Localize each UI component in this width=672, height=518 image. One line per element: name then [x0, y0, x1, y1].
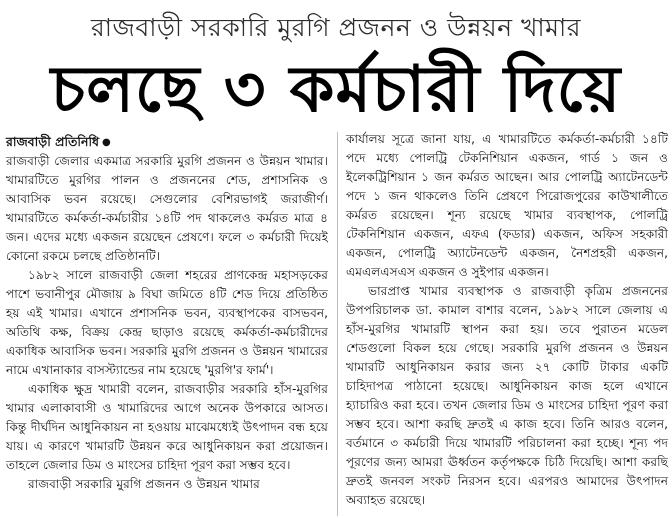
left-paragraph-2: ১৯৮২ সালে রাজবাড়ী জেলা শহরের প্রাণকেন্দ্র মহাসড়কের পাশে ভবানীপুর মৌজায় ৯ বিঘা জমিতে ৪টি শেড দিয়ে প্রতিষ্ঠিত হয় এই খামার। এখানে প্রশাসনিক ভবন, ব্যবস্থাপকের বাসভবন, অতিথি কক্ষ, বিক্রয় কেন্দ্র ছাড়াও রয়েছে কর্মকর্তা-কর্মচারীদের একাধিক আবাসিক ভবন। সরকারি মুরগি প্রজনন ও উন্নয়ন খামারের নামে এখানাকার বাসস্ট্যান্ডের নাম হয়েছে 'মুরগি'র ফার্ম'।	[6, 268, 328, 377]
left-paragraph-4: রাজবাড়ী সরকারি মুরগি প্রজনন ও উন্নয়ন খামার	[28, 477, 260, 491]
main-headline: চলছে ৩ কর্মচারী দিয়ে	[50, 53, 622, 127]
right-paragraph-1: কার্যালয় সূত্রে জানা যায়, এ খামারটিতে কর্মকর্তা-কর্মচারী ১৪টি পদে মধ্যে পোলট্রি টেকনিশিয়ান একজন, গার্ড ১ জন ও ইলেকট্রিশিয়ান ১ জন কর্মরত আছেন। আর পোলট্রি অ্যাটেনডেন্ট পদে ১ জন থাকলেও তিনি প্রেষণে পিরোজপুরের কাউখালীতে কর্মরত রয়েছেন। শূন্য রয়েছে খামার ব্যবস্থাপক, পোলট্রি টেকনিশিয়ান একজন, এফএ (ফডার) একজন, অফিস সহকারী একজন, পোলট্রি অ্যাটেনডেন্ট একজন, নৈশপ্রহরী একজন, এমএলএসএস একজন ও সুইপার একজন।	[346, 132, 668, 279]
byline-bullet-icon: ●	[102, 137, 111, 148]
article-column-right	[346, 130, 668, 510]
right-paragraph-2: ভারপ্রাপ্ত খামার ব্যবস্থাপক ও রাজবাড়ী কৃত্রিম প্রজননের উপপরিচালক ডা. কামাল বাশার বলেন, ১৯৮২ সালে জেলায় এ হাঁস-মুরগির খামারটি স্থাপন করা হয়। তবে পুরাতন মডেল শেডগুলো বিকল হয়ে গেছে। সরকারি মুরগি প্রজনন ও উন্নয়ন খামারটি আধুনিকায়ন করার জন্য ২৭ কোটি টাকার একটি চাহিদাপত্র পাঠানো হয়েছে। আধুনিকায়ন কাজ হলে এখানে হ্যাচারিও করা হবে। তখন জেলার ডিম ও মাংসের চাহিদা পূরণ করা সম্ভব হবে। আশা করছি দ্রুতই এ কাজ হবে। তিনি আরও বলেন, বর্তমানে ৩ কর্মচারী দিয়ে খামারটি পরিচালনা করা হচ্ছে। শূন্য পদ পূরণের জন্য আমরা ঊর্ধ্বতন কর্তৃপক্ষকে চিঠি দিয়েছি। আশা করছি দ্রুতই জনবল সংকট নিরসন হবে। এরপরও আমাদের উৎপাদন অব্যাহত রয়েছে।	[346, 284, 668, 507]
byline	[6, 132, 328, 152]
column-divider	[337, 132, 338, 516]
kicker-headline: রাজবাড়ী সরকারি মুরগি প্রজনন ও উন্নয়ন খামার	[90, 13, 581, 42]
byline-text: রাজবাড়ী প্রতিনিধি	[6, 134, 100, 149]
left-paragraph-1: রাজবাড়ী জেলার একমাত্র সরকারি মুরগি প্রজনন ও উন্নয়ন খামার। খামারটিতে মুরগির পালন ও প্রজননের শেড, প্রশাসনিক ও আবাসিক ভবন রয়েছে। সেগুলোর বেশিরভাগই জরাজীর্ণ। খামারটিতে কর্মকর্তা-কর্মচারীর ১৪টি পদ থাকলেও কর্মরত মাত্র ৪ জন। এদের মধ্যে একজন রয়েছেন প্রেষণে। ফলে ৩ কর্মচারী দিয়েই কোনো রকমে চলছে প্রতিষ্ঠানটি।	[6, 154, 328, 263]
left-paragraph-3: একাধিক ক্ষুদ্র খামারী বলেন, রাজবাড়ীর সরকারি হাঁস-মুরগির খামার এলাকাবাসী ও খামারিদের আগে অনেক উপকারে আসত। কিন্তু দীর্ঘদিন আধুনিকায়ন না হওয়ায় মাঝেমধ্যেই উৎপাদন বন্ধ হয়ে যায়। এ কারণে খামারটি উন্নয়ন করে আধুনিকায়ন করা প্রয়োজন। তাহলে জেলার ডিম ও মাংসের চাহিদা পূরণ করা সম্ভব হবে।	[6, 382, 328, 472]
article-column-left	[6, 132, 328, 494]
